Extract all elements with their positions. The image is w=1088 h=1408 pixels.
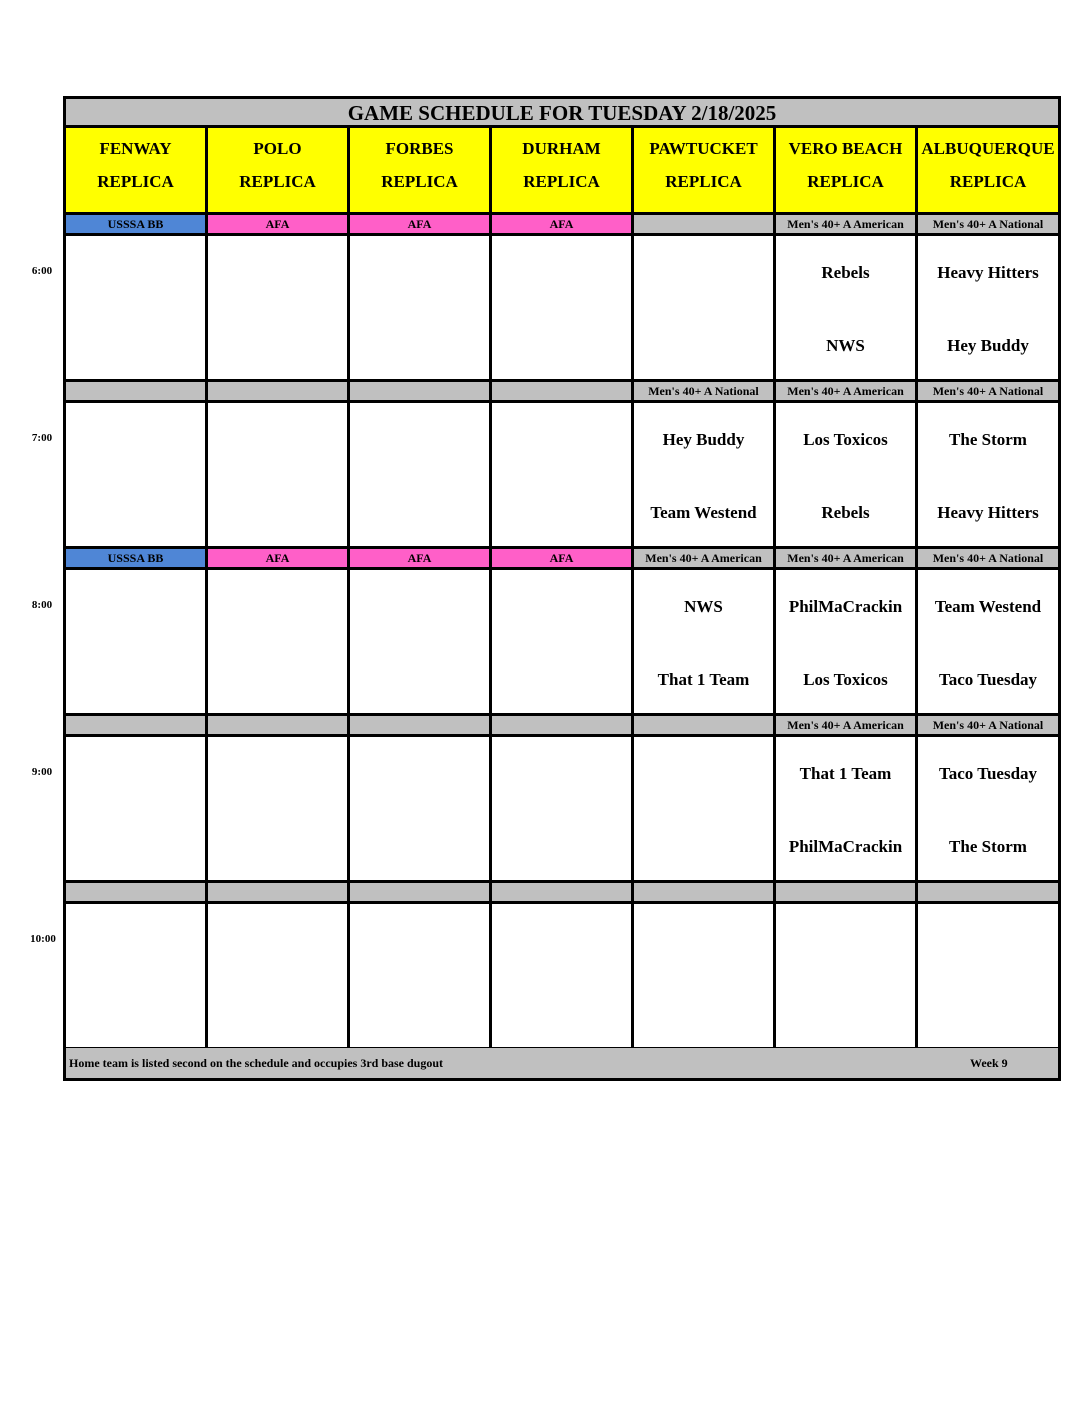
division-band: Men's 40+ A National — [634, 382, 776, 403]
game-cell — [208, 904, 350, 1050]
game-cell — [634, 403, 776, 549]
division-band: Men's 40+ A American — [776, 549, 918, 570]
game-cell — [776, 904, 918, 1050]
home-team: Los Toxicos — [803, 670, 888, 689]
game-cell — [208, 403, 350, 549]
division-band: Men's 40+ A American — [634, 549, 776, 570]
division-band — [634, 716, 776, 737]
game-cell — [350, 236, 492, 382]
game-cell — [492, 570, 634, 716]
game-cell — [634, 737, 776, 883]
game-cell — [634, 904, 776, 1050]
game-cell — [492, 403, 634, 549]
away-team: Taco Tuesday — [938, 764, 1038, 783]
game-cell — [66, 403, 208, 549]
away-team: That 1 Team — [799, 764, 892, 783]
division-band — [492, 716, 634, 737]
away-team: Hey Buddy — [662, 430, 745, 449]
game-cell — [350, 904, 492, 1050]
division-band — [350, 716, 492, 737]
game-cell — [350, 403, 492, 549]
division-band — [208, 883, 350, 904]
venue-subtitle: REPLICA — [239, 172, 316, 191]
game-cell — [776, 737, 918, 883]
division-band: AFA — [350, 549, 492, 570]
division-band — [66, 716, 208, 737]
division-band — [492, 883, 634, 904]
home-team: Taco Tuesday — [938, 670, 1038, 689]
division-band — [634, 215, 776, 236]
schedule-table — [63, 96, 1061, 1081]
venue-header — [776, 128, 918, 215]
division-band: AFA — [208, 215, 350, 236]
division-band — [208, 382, 350, 403]
venue-subtitle: REPLICA — [381, 172, 458, 191]
away-team: NWS — [684, 597, 723, 616]
division-band — [66, 382, 208, 403]
venue-name: PAWTUCKET — [649, 139, 758, 158]
home-team: PhilMaCrackin — [788, 837, 903, 856]
game-cell — [350, 737, 492, 883]
venue-header — [918, 128, 1058, 215]
game-cell — [634, 570, 776, 716]
division-band: AFA — [492, 215, 634, 236]
game-cell — [776, 236, 918, 382]
time-label: 6:00 — [31, 265, 53, 277]
division-band — [350, 883, 492, 904]
venue-subtitle: REPLICA — [523, 172, 600, 191]
time-label: 9:00 — [31, 766, 53, 778]
home-team: NWS — [826, 336, 865, 355]
game-cell — [66, 737, 208, 883]
page-title: GAME SCHEDULE FOR TUESDAY 2/18/2025 — [66, 99, 1058, 128]
home-team: Hey Buddy — [947, 336, 1029, 355]
division-band: Men's 40+ A American — [776, 716, 918, 737]
home-team: That 1 Team — [657, 670, 750, 689]
venue-header — [66, 128, 208, 215]
division-band: AFA — [350, 215, 492, 236]
game-cell — [918, 904, 1058, 1050]
division-band: Men's 40+ A National — [918, 716, 1058, 737]
home-team: Heavy Hitters — [937, 503, 1039, 522]
game-cell — [918, 236, 1058, 382]
footer-note: Home team is listed second on the schedule and occupies 3rd base dugout — [69, 1056, 444, 1070]
week-label: Week 9 — [970, 1056, 1008, 1070]
away-team: Team Westend — [934, 597, 1042, 616]
away-team: PhilMaCrackin — [788, 597, 903, 616]
venue-name: ALBUQUERQUE — [921, 139, 1055, 158]
game-cell — [492, 737, 634, 883]
game-cell — [776, 403, 918, 549]
venue-name: DURHAM — [522, 139, 601, 158]
game-cell — [918, 737, 1058, 883]
game-cell — [66, 570, 208, 716]
game-cell — [776, 570, 918, 716]
game-cell — [492, 236, 634, 382]
game-cell — [918, 570, 1058, 716]
division-band — [918, 883, 1058, 904]
venue-subtitle: REPLICA — [665, 172, 742, 191]
division-band: Men's 40+ A National — [918, 215, 1058, 236]
venue-subtitle: REPLICA — [807, 172, 884, 191]
venue-header — [350, 128, 492, 215]
time-label: 7:00 — [31, 432, 53, 444]
away-team: The Storm — [949, 430, 1027, 449]
away-team: Heavy Hitters — [937, 263, 1039, 282]
division-band: Men's 40+ A American — [776, 215, 918, 236]
division-band — [350, 382, 492, 403]
time-label: 8:00 — [31, 599, 53, 611]
game-cell — [918, 403, 1058, 549]
venue-name: FORBES — [385, 139, 454, 158]
division-band: AFA — [492, 549, 634, 570]
division-band: Men's 40+ A American — [776, 382, 918, 403]
venue-header — [208, 128, 350, 215]
venue-subtitle: REPLICA — [97, 172, 174, 191]
game-cell — [350, 570, 492, 716]
game-cell — [208, 236, 350, 382]
division-band: Men's 40+ A National — [918, 382, 1058, 403]
venue-header — [634, 128, 776, 215]
division-band — [776, 883, 918, 904]
home-team: The Storm — [949, 837, 1027, 856]
division-band: USSSA BB — [66, 215, 208, 236]
away-team: Los Toxicos — [803, 430, 888, 449]
division-band — [66, 883, 208, 904]
game-cell — [492, 904, 634, 1050]
game-cell — [208, 737, 350, 883]
division-band: USSSA BB — [66, 549, 208, 570]
division-band: Men's 40+ A National — [918, 549, 1058, 570]
home-team: Rebels — [821, 503, 870, 522]
division-band — [634, 883, 776, 904]
division-band — [492, 382, 634, 403]
footer-bar — [66, 1048, 1058, 1078]
venue-name: FENWAY — [99, 139, 172, 158]
game-cell — [208, 570, 350, 716]
venue-name: VERO BEACH — [788, 139, 903, 158]
game-cell — [634, 236, 776, 382]
home-team: Team Westend — [650, 503, 757, 522]
division-band: AFA — [208, 549, 350, 570]
venue-header — [492, 128, 634, 215]
away-team: Rebels — [821, 263, 870, 282]
game-cell — [66, 236, 208, 382]
venue-name: POLO — [253, 139, 302, 158]
venue-subtitle: REPLICA — [949, 172, 1027, 191]
time-label: 10:00 — [30, 933, 56, 945]
division-band — [208, 716, 350, 737]
game-cell — [66, 904, 208, 1050]
